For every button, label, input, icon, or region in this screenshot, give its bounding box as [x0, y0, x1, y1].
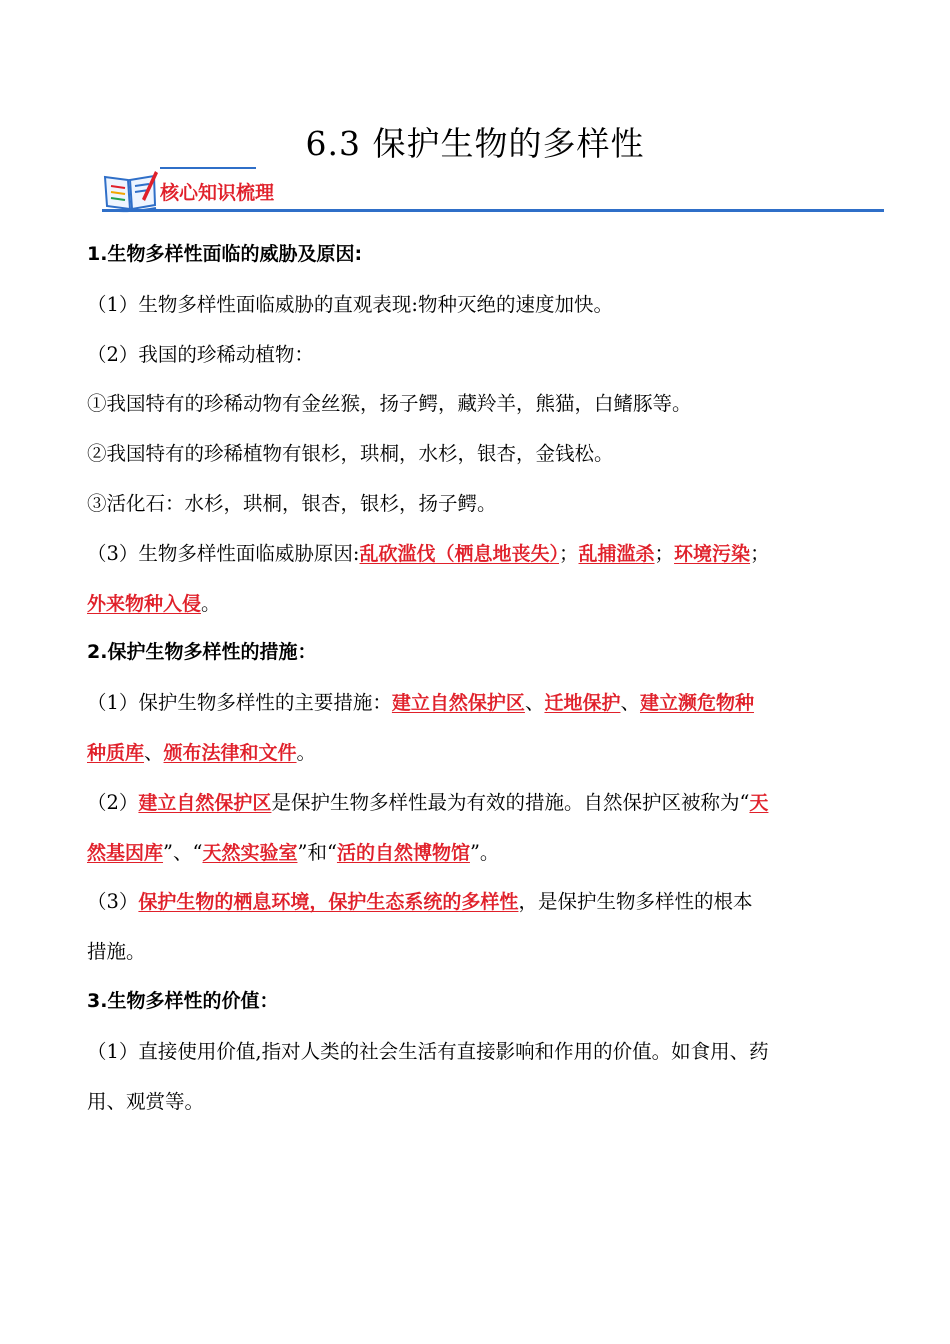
page-title: 6.3 保护生物的多样性	[305, 124, 645, 163]
period: 。	[201, 591, 221, 615]
document-body	[87, 230, 865, 1126]
s2-p2-text: 是保护生物多样性最为有效的措施。自然保护区被称为“	[271, 790, 750, 814]
keyword-laws: 颁布法律和文件	[163, 741, 297, 764]
s3-paragraph-1: （1）直接使用价值,指对人类的社会生活有直接影响和作用的价值。如食用、药	[87, 1039, 769, 1063]
s2-paragraph-2-cont	[87, 828, 865, 878]
period: 。	[296, 740, 317, 764]
open-book-icon	[102, 169, 158, 213]
s2-paragraph-2	[87, 778, 865, 828]
keyword-living-museum: 活的自然博物馆	[336, 841, 470, 864]
separator: ；	[559, 541, 579, 565]
quote-end: ”。	[469, 840, 500, 864]
keyword-gene-bank-cont: 然基因库	[87, 841, 164, 864]
header-bottom-rule	[102, 209, 884, 212]
s1-paragraph-4: ②我国特有的珍稀植物有银杉，珙桐，水杉，银杏，金钱松。	[87, 442, 614, 466]
keyword-germplasm-bank: 建立濒危物种	[639, 692, 754, 715]
section-1-heading: 1.生物多样性面临的威胁及原因:	[87, 243, 363, 265]
s1-paragraph-6-cont	[87, 579, 865, 629]
keyword-invasive-species: 外来物种入侵	[87, 592, 202, 615]
separator: ；	[654, 541, 675, 565]
section-3-heading: 3.生物多样性的价值：	[87, 989, 279, 1012]
s2-paragraph-1	[87, 678, 865, 728]
s1-paragraph-3: ①我国特有的珍稀动物有金丝猴，扬子鳄，藏羚羊，熊猫，白鳍豚等。	[87, 392, 692, 416]
quote-sep: ”、“	[163, 840, 203, 864]
s1-paragraph-6	[87, 529, 865, 579]
quote-sep: ”和“	[297, 840, 337, 864]
s1-p6-prefix: （3）生物多样性面临威胁原因:	[87, 541, 360, 565]
s2-p2-prefix: （2）	[87, 790, 139, 814]
section-2-heading: 2.保护生物多样性的措施：	[87, 641, 317, 664]
keyword-protect-habitat: 保护生物的栖息环境，保护生态系统的多样性	[138, 891, 519, 914]
separator: 、	[144, 740, 164, 764]
s1-paragraph-5: ③活化石：水杉，珙桐，银杏，银杉，扬子鳄。	[87, 491, 497, 515]
keyword-habitat-loss: 乱砍滥伐（栖息地丧失）	[359, 542, 559, 565]
keyword-nature-reserve: 建立自然保护区	[138, 791, 272, 814]
separator: ；	[750, 541, 770, 565]
s2-p3-prefix: （3）	[87, 890, 139, 914]
keyword-overhunting: 乱捕滥杀	[578, 542, 655, 565]
separator: 、	[620, 691, 640, 715]
keyword-gene-bank: 天	[749, 791, 769, 814]
s2-p3-text: ，是保护生物多样性的根本	[518, 890, 753, 914]
s1-paragraph-1: （1）生物多样性面临威胁的直观表现:物种灭绝的速度加快。	[87, 292, 613, 316]
separator: 、	[524, 691, 545, 715]
s3-paragraph-1-cont: 用、观赏等。	[87, 1089, 205, 1113]
keyword-ex-situ: 迁地保护	[544, 692, 621, 715]
section-header-label: 核心知识梳理	[160, 182, 275, 204]
keyword-pollution: 环境污染	[674, 542, 751, 565]
keyword-germplasm-bank-cont: 种质库	[87, 741, 145, 764]
section-header	[102, 166, 884, 216]
keyword-natural-lab: 天然实验室	[202, 841, 298, 864]
s2-paragraph-3	[87, 877, 865, 927]
s2-paragraph-3-cont: 措施。	[87, 940, 146, 964]
s2-paragraph-1-cont	[87, 728, 865, 778]
header-top-rule	[160, 167, 256, 169]
s2-p1-prefix: （1）保护生物多样性的主要措施：	[87, 691, 392, 715]
s1-paragraph-2: （2）我国的珍稀动植物：	[87, 342, 314, 366]
keyword-nature-reserve: 建立自然保护区	[391, 692, 525, 715]
